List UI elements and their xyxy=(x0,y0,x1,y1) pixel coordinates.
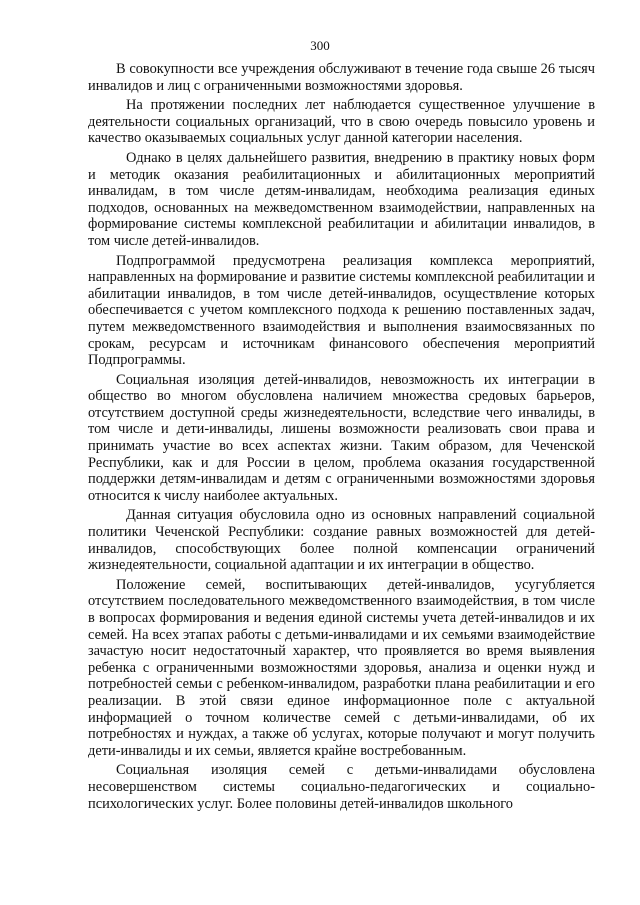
paragraph-5: Социальная изоляция детей-инвалидов, невозможность их интеграции в общество во многом обусловлена наличием множества средовых барьеров, отсутствием доступной среды жизнедеятельности, вследствие чего инвалиды, в том числе и дети-инвалиды, лишены возможности реализовать свои права и принимать участие во всех аспектах жизни. Таким образом, для Чеченской Республики, как и для России в целом, проблема оказания государственной поддержки детям-инвалидам и детям с ограниченными возможностями здоровья относится к числу наиболее актуальных. xyxy=(88,371,595,504)
paragraph-7: Положение семей, воспитывающих детей-инвалидов, усугубляется отсутствием последовательного межведомственного взаимодействия, в том числе в вопросах формирования и ведения единой системы учета детей-инвалидов и их семей. На всех этапах работы с детьми-инвалидами и их семьями взаимодействие зачастую носит недостаточный характер, что проявляется во время выявления ребенка с ограниченными возможностями здоровья, анализа и оценки нужд и потребностей семьи с ребенком-инвалидом, разработки плана реабилитации и его реализации. В этой связи единое информационное поле с актуальной информацией о точном количестве семей с детьми-инвалидами, об их потребностях и нуждах, а также об услугах, которые получают и могут получить дети-инвалиды и их семьи, является крайне востребованным. xyxy=(88,576,595,759)
paragraph-4: Подпрограммой предусмотрена реализация комплекса мероприятий, направленных на формирование и развитие системы комплексной реабилитации и абилитации инвалидов, в том числе детей-инвалидов, осуществление которых обеспечивается с учетом комплексного подхода к решению поставленных задач, путем межведомственного взаимодействия и выполнения взаимосвязанных по срокам, ресурсам и источникам финансового обеспечения мероприятий Подпрограммы. xyxy=(88,252,595,369)
paragraph-3: Однако в целях дальнейшего развития, внедрению в практику новых форм и методик оказания реабилитационных и абилитационных мероприятий инвалидам, в том числе детям-инвалидам, необходима реализация единых подходов, основанных на межведомственном взаимодействии, направленных на формирование системы комплексной реабилитации и абилитации инвалидов, в том числе детей-инвалидов. xyxy=(88,149,595,249)
paragraph-8: Социальная изоляция семей с детьми-инвалидами обусловлена несовершенством системы социально-педагогических и социально-психологических услуг. Более половины детей-инвалидов школьного xyxy=(88,762,595,812)
page-number: 300 xyxy=(310,38,330,53)
body-text xyxy=(88,61,595,815)
paragraph-6: Данная ситуация обусловила одно из основных направлений социальной политики Чеченской Республики: создание равных возможностей для детей-инвалидов, способствующих более полной компенсации ограничений жизнедеятельности, социальной адаптации и их интеграции в общество. xyxy=(88,507,595,574)
paragraph-2: На протяжении последних лет наблюдается существенное улучшение в деятельности социальных организаций, что в свою очередь повысило уровень и качество оказываемых социальных услуг данной категории населения. xyxy=(88,97,595,147)
paragraph-1: В совокупности все учреждения обслуживают в течение года свыше 26 тысяч инвалидов и лиц с ограниченными возможностями здоровья. xyxy=(88,61,595,94)
